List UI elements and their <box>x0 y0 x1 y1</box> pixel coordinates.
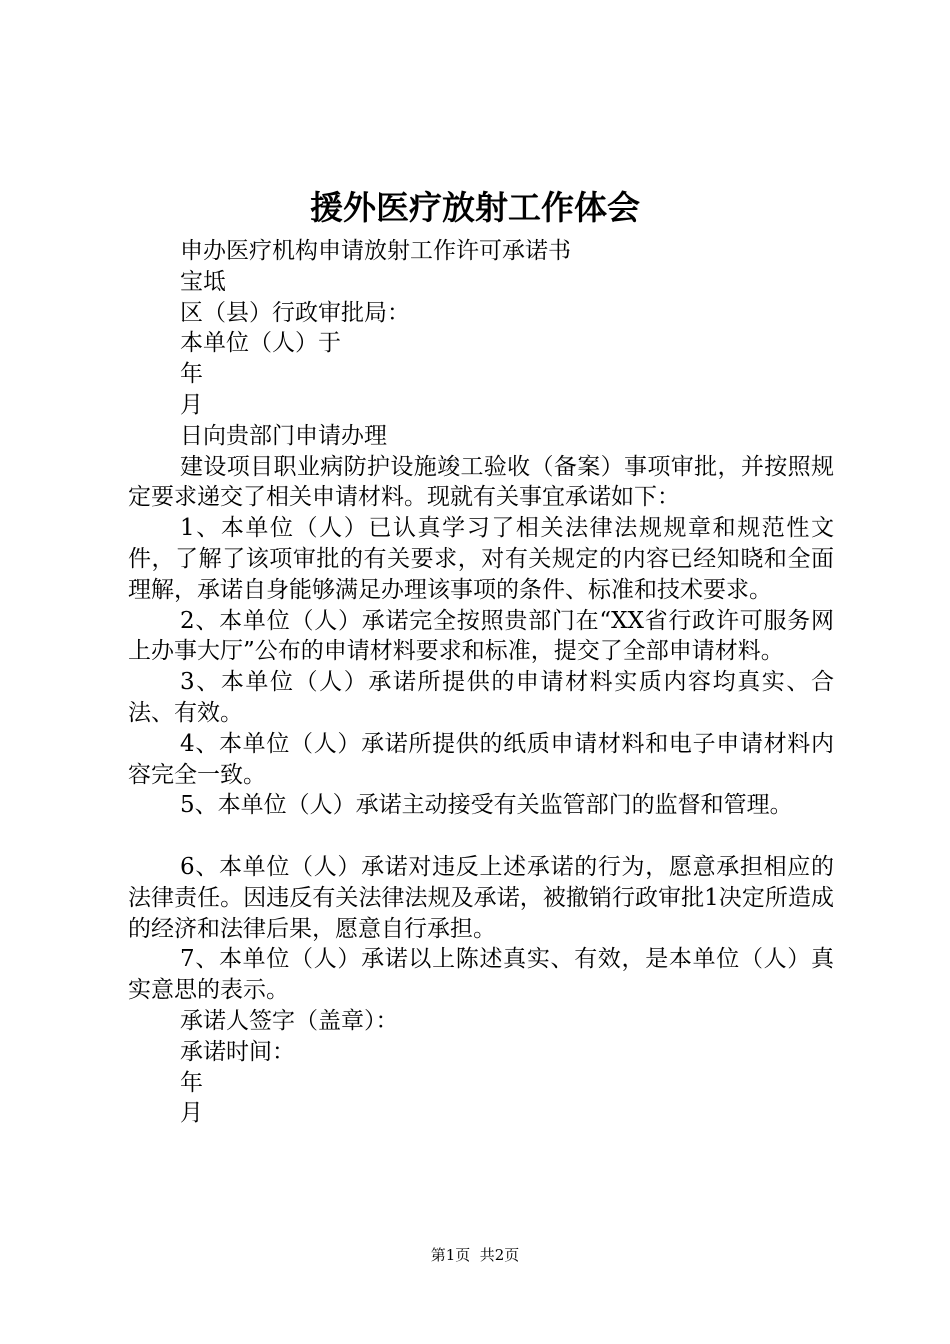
year-label: 年 <box>180 1069 203 1096</box>
paragraph: 4、本单位（人）承诺所提供的纸质申请材料和电子申请材料内容完全一致。 <box>128 730 834 788</box>
page-footer: 第1页 共2页 <box>430 1246 520 1264</box>
text-line: 月 <box>180 391 203 418</box>
paragraph: 5、本单位（人）承诺主动接受有关监管部门的监督和管理。 <box>180 792 793 819</box>
text-line: 申办医疗机构申请放射工作许可承诺书 <box>180 238 571 264</box>
signature-line: 承诺人签字（盖章）： <box>180 1007 399 1034</box>
paragraph: 6、本单位（人）承诺对违反上述承诺的行为，愿意承担相应的法律责任。因违反有关法律法规及承诺，被撤销行政审批1决定所造成的经济和法律后果，愿意自行承担。 <box>128 853 834 942</box>
text-line: 年 <box>180 361 203 388</box>
paragraph: 建设项目职业病防护设施竣工验收（备案）事项审批，并按照规定要求递交了相关申请材料。现就有关事宜承诺如下： <box>128 453 834 511</box>
text-line: 区（县）行政审批局： <box>180 299 410 326</box>
document-body <box>128 236 834 1129</box>
text-line: 日向贵部门申请办理 <box>180 422 387 449</box>
paragraph: 3、本单位（人）承诺所提供的申请材料实质内容均真实、合法、有效。 <box>128 669 834 726</box>
paragraph: 2、本单位（人）承诺完全按照贵部门在“XX省行政许可服务网上办事大厅”公布的申请材料要求和标准，提交了全部申请材料。 <box>128 607 834 665</box>
date-label: 承诺时间： <box>180 1038 295 1065</box>
blank-line <box>128 821 834 852</box>
document-title: 援外医疗放射工作体会 <box>310 188 640 227</box>
text-line: 本单位（人）于 <box>180 330 341 357</box>
month-label: 月 <box>180 1100 203 1127</box>
paragraph: 7、本单位（人）承诺以上陈述真实、有效，是本单位（人）真实意思的表示。 <box>128 946 834 1004</box>
text-line: 宝坻 <box>180 268 226 295</box>
paragraph: 1、本单位（人）已认真学习了相关法律法规规章和规范性文件，了解了该项审批的有关要求，对有关规定的内容已经知晓和全面理解，承诺自身能够满足办理该事项的条件、标准和技术要求。 <box>128 515 834 603</box>
